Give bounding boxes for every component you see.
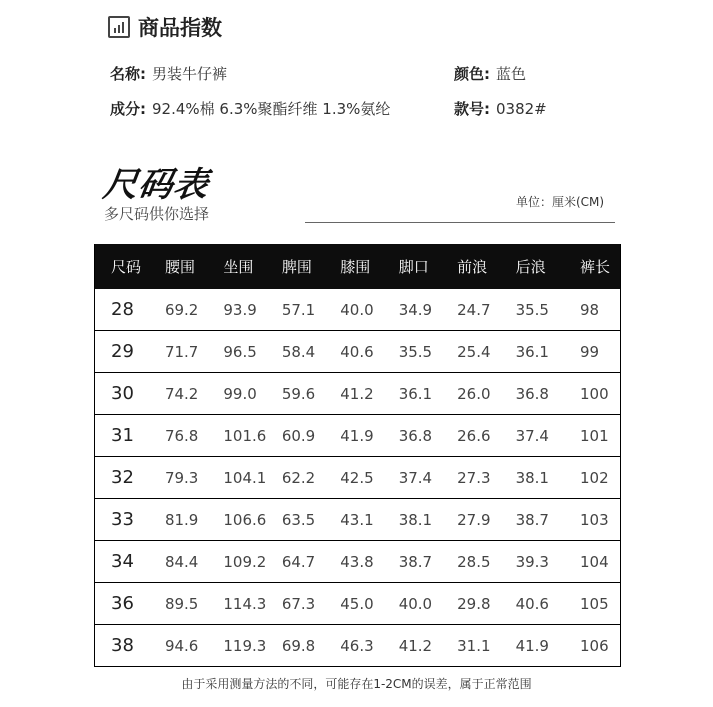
table-cell: 46.3 bbox=[328, 625, 386, 667]
table-cell: 62.2 bbox=[270, 457, 328, 499]
measurement-note: 由于采用测量方法的不同，可能存在1-2CM的误差，属于正常范围 bbox=[181, 677, 532, 691]
header-cell: 脾围 bbox=[270, 244, 328, 289]
table-cell: 28 bbox=[111, 299, 134, 320]
unit-label: 单位：厘米(CM) bbox=[516, 195, 605, 209]
table-cell: 93.9 bbox=[223, 300, 257, 319]
table-cell: 96.5 bbox=[211, 331, 269, 373]
table-cell: 30 bbox=[95, 373, 153, 415]
table-cell: 28.5 bbox=[445, 541, 503, 583]
table-cell: 43.1 bbox=[328, 499, 386, 541]
table-row bbox=[95, 625, 621, 667]
table-cell: 40.6 bbox=[504, 583, 562, 625]
table-cell: 100 bbox=[562, 373, 621, 415]
product-name-value: 男装牛仔裤 bbox=[152, 65, 228, 83]
table-cell: 106 bbox=[562, 625, 621, 667]
table-cell: 36.1 bbox=[387, 373, 445, 415]
table-cell: 35.5 bbox=[387, 331, 445, 373]
table-cell: 38.1 bbox=[387, 499, 445, 541]
table-row bbox=[95, 331, 621, 373]
table-cell: 101.6 bbox=[211, 415, 269, 457]
table-cell: 79.3 bbox=[153, 457, 211, 499]
table-cell: 71.7 bbox=[153, 331, 211, 373]
table-cell: 102 bbox=[562, 457, 621, 499]
table-cell: 27.9 bbox=[445, 499, 503, 541]
table-cell: 38.7 bbox=[504, 499, 562, 541]
table-cell: 67.3 bbox=[270, 583, 328, 625]
header-cell: 腰围 bbox=[153, 244, 211, 289]
table-cell: 38.7 bbox=[387, 541, 445, 583]
table-cell: 27.3 bbox=[445, 457, 503, 499]
table-cell: 84.4 bbox=[153, 541, 211, 583]
table-row bbox=[95, 373, 621, 415]
table-row bbox=[95, 583, 621, 625]
table-cell: 42.5 bbox=[328, 457, 386, 499]
header-cell: 裤长 bbox=[562, 244, 621, 289]
table-cell: 33 bbox=[95, 499, 153, 541]
header-cell: 坐围 bbox=[211, 244, 269, 289]
table-cell: 38 bbox=[95, 625, 153, 667]
divider-line bbox=[305, 222, 615, 223]
table-cell: 101 bbox=[562, 415, 621, 457]
table-cell: 81.9 bbox=[153, 499, 211, 541]
table-cell: 59.6 bbox=[270, 373, 328, 415]
table-row bbox=[95, 499, 621, 541]
table-cell: 26.6 bbox=[445, 415, 503, 457]
header-cell: 膝围 bbox=[328, 244, 386, 289]
table-cell: 89.5 bbox=[153, 583, 211, 625]
table-cell: 41.9 bbox=[328, 415, 386, 457]
table-cell: 58.4 bbox=[270, 331, 328, 373]
table-cell: 43.8 bbox=[328, 541, 386, 583]
table-cell: 38.1 bbox=[504, 457, 562, 499]
table-cell: 36.1 bbox=[504, 331, 562, 373]
product-color-value: 蓝色 bbox=[496, 65, 527, 83]
table-cell: 41.2 bbox=[387, 625, 445, 667]
table-cell: 36 bbox=[95, 583, 153, 625]
header-cell: 后浪 bbox=[504, 244, 562, 289]
table-cell: 104.1 bbox=[211, 457, 269, 499]
table-cell: 94.6 bbox=[153, 625, 211, 667]
product-color-label: 颜色: bbox=[454, 65, 490, 83]
product-material-row bbox=[110, 98, 390, 119]
table-cell: 109.2 bbox=[211, 541, 269, 583]
product-model-value: 0382# bbox=[496, 100, 547, 118]
table-cell: 26.0 bbox=[445, 373, 503, 415]
table-cell: 36.8 bbox=[504, 373, 562, 415]
product-material-label: 成分: bbox=[110, 100, 146, 118]
table-cell: 25.4 bbox=[445, 331, 503, 373]
product-name-label: 名称: bbox=[110, 65, 146, 83]
table-cell: 41.9 bbox=[504, 625, 562, 667]
table-cell: 24.7 bbox=[457, 300, 491, 319]
size-chart-title: 尺码表 bbox=[100, 165, 212, 205]
table-cell: 34 bbox=[95, 541, 153, 583]
table-cell: 45.0 bbox=[328, 583, 386, 625]
table-cell: 114.3 bbox=[211, 583, 269, 625]
table-cell: 39.3 bbox=[504, 541, 562, 583]
table-cell: 34.9 bbox=[398, 300, 433, 319]
table-cell: 37.4 bbox=[387, 457, 445, 499]
table-cell: 36.8 bbox=[387, 415, 445, 457]
header-cell: 尺码 bbox=[95, 244, 153, 289]
table-header-row bbox=[95, 244, 621, 289]
header-cell: 脚口 bbox=[387, 244, 445, 289]
table-cell: 76.8 bbox=[153, 415, 211, 457]
bar-chart-icon bbox=[108, 16, 130, 38]
table-row bbox=[95, 415, 621, 457]
section-header bbox=[108, 12, 222, 42]
table-cell: 103 bbox=[562, 499, 621, 541]
table-cell: 40.6 bbox=[328, 331, 386, 373]
table-cell: 29.8 bbox=[445, 583, 503, 625]
table-row bbox=[95, 541, 621, 583]
table-cell: 106.6 bbox=[211, 499, 269, 541]
product-name-row bbox=[110, 63, 227, 84]
table-cell: 40.0 bbox=[340, 300, 374, 319]
header-cell: 前浪 bbox=[445, 244, 503, 289]
table-cell: 63.5 bbox=[270, 499, 328, 541]
table-cell: 69.8 bbox=[270, 625, 328, 667]
table-cell: 35.5 bbox=[515, 300, 549, 319]
table-cell: 105 bbox=[562, 583, 621, 625]
table-cell: 99 bbox=[562, 331, 621, 373]
product-model-label: 款号: bbox=[454, 100, 490, 118]
table-cell: 98 bbox=[580, 300, 600, 319]
table-cell: 57.1 bbox=[281, 300, 316, 319]
table-cell: 40.0 bbox=[387, 583, 445, 625]
table-row bbox=[95, 457, 621, 499]
size-chart-subtitle: 多尺码供你选择 bbox=[104, 205, 210, 223]
table-cell: 64.7 bbox=[270, 541, 328, 583]
table-cell: 104 bbox=[562, 541, 621, 583]
product-color-row bbox=[454, 63, 526, 84]
table-cell: 69.2 bbox=[164, 300, 199, 319]
table-cell: 31.1 bbox=[445, 625, 503, 667]
table-cell: 41.2 bbox=[328, 373, 386, 415]
table-cell: 119.3 bbox=[211, 625, 269, 667]
table-cell: 32 bbox=[95, 457, 153, 499]
table-cell: 37.4 bbox=[504, 415, 562, 457]
table-cell: 74.2 bbox=[153, 373, 211, 415]
table-cell: 29 bbox=[95, 331, 153, 373]
table-cell: 60.9 bbox=[270, 415, 328, 457]
product-material-value: 92.4%棉 6.3%聚酯纤维 1.3%氨纶 bbox=[152, 100, 391, 118]
table-cell: 31 bbox=[95, 415, 153, 457]
product-model-row bbox=[454, 98, 547, 119]
table-cell: 99.0 bbox=[211, 373, 269, 415]
size-table bbox=[94, 244, 621, 667]
section-title: 商品指数 bbox=[138, 16, 222, 40]
table-row bbox=[95, 289, 621, 331]
